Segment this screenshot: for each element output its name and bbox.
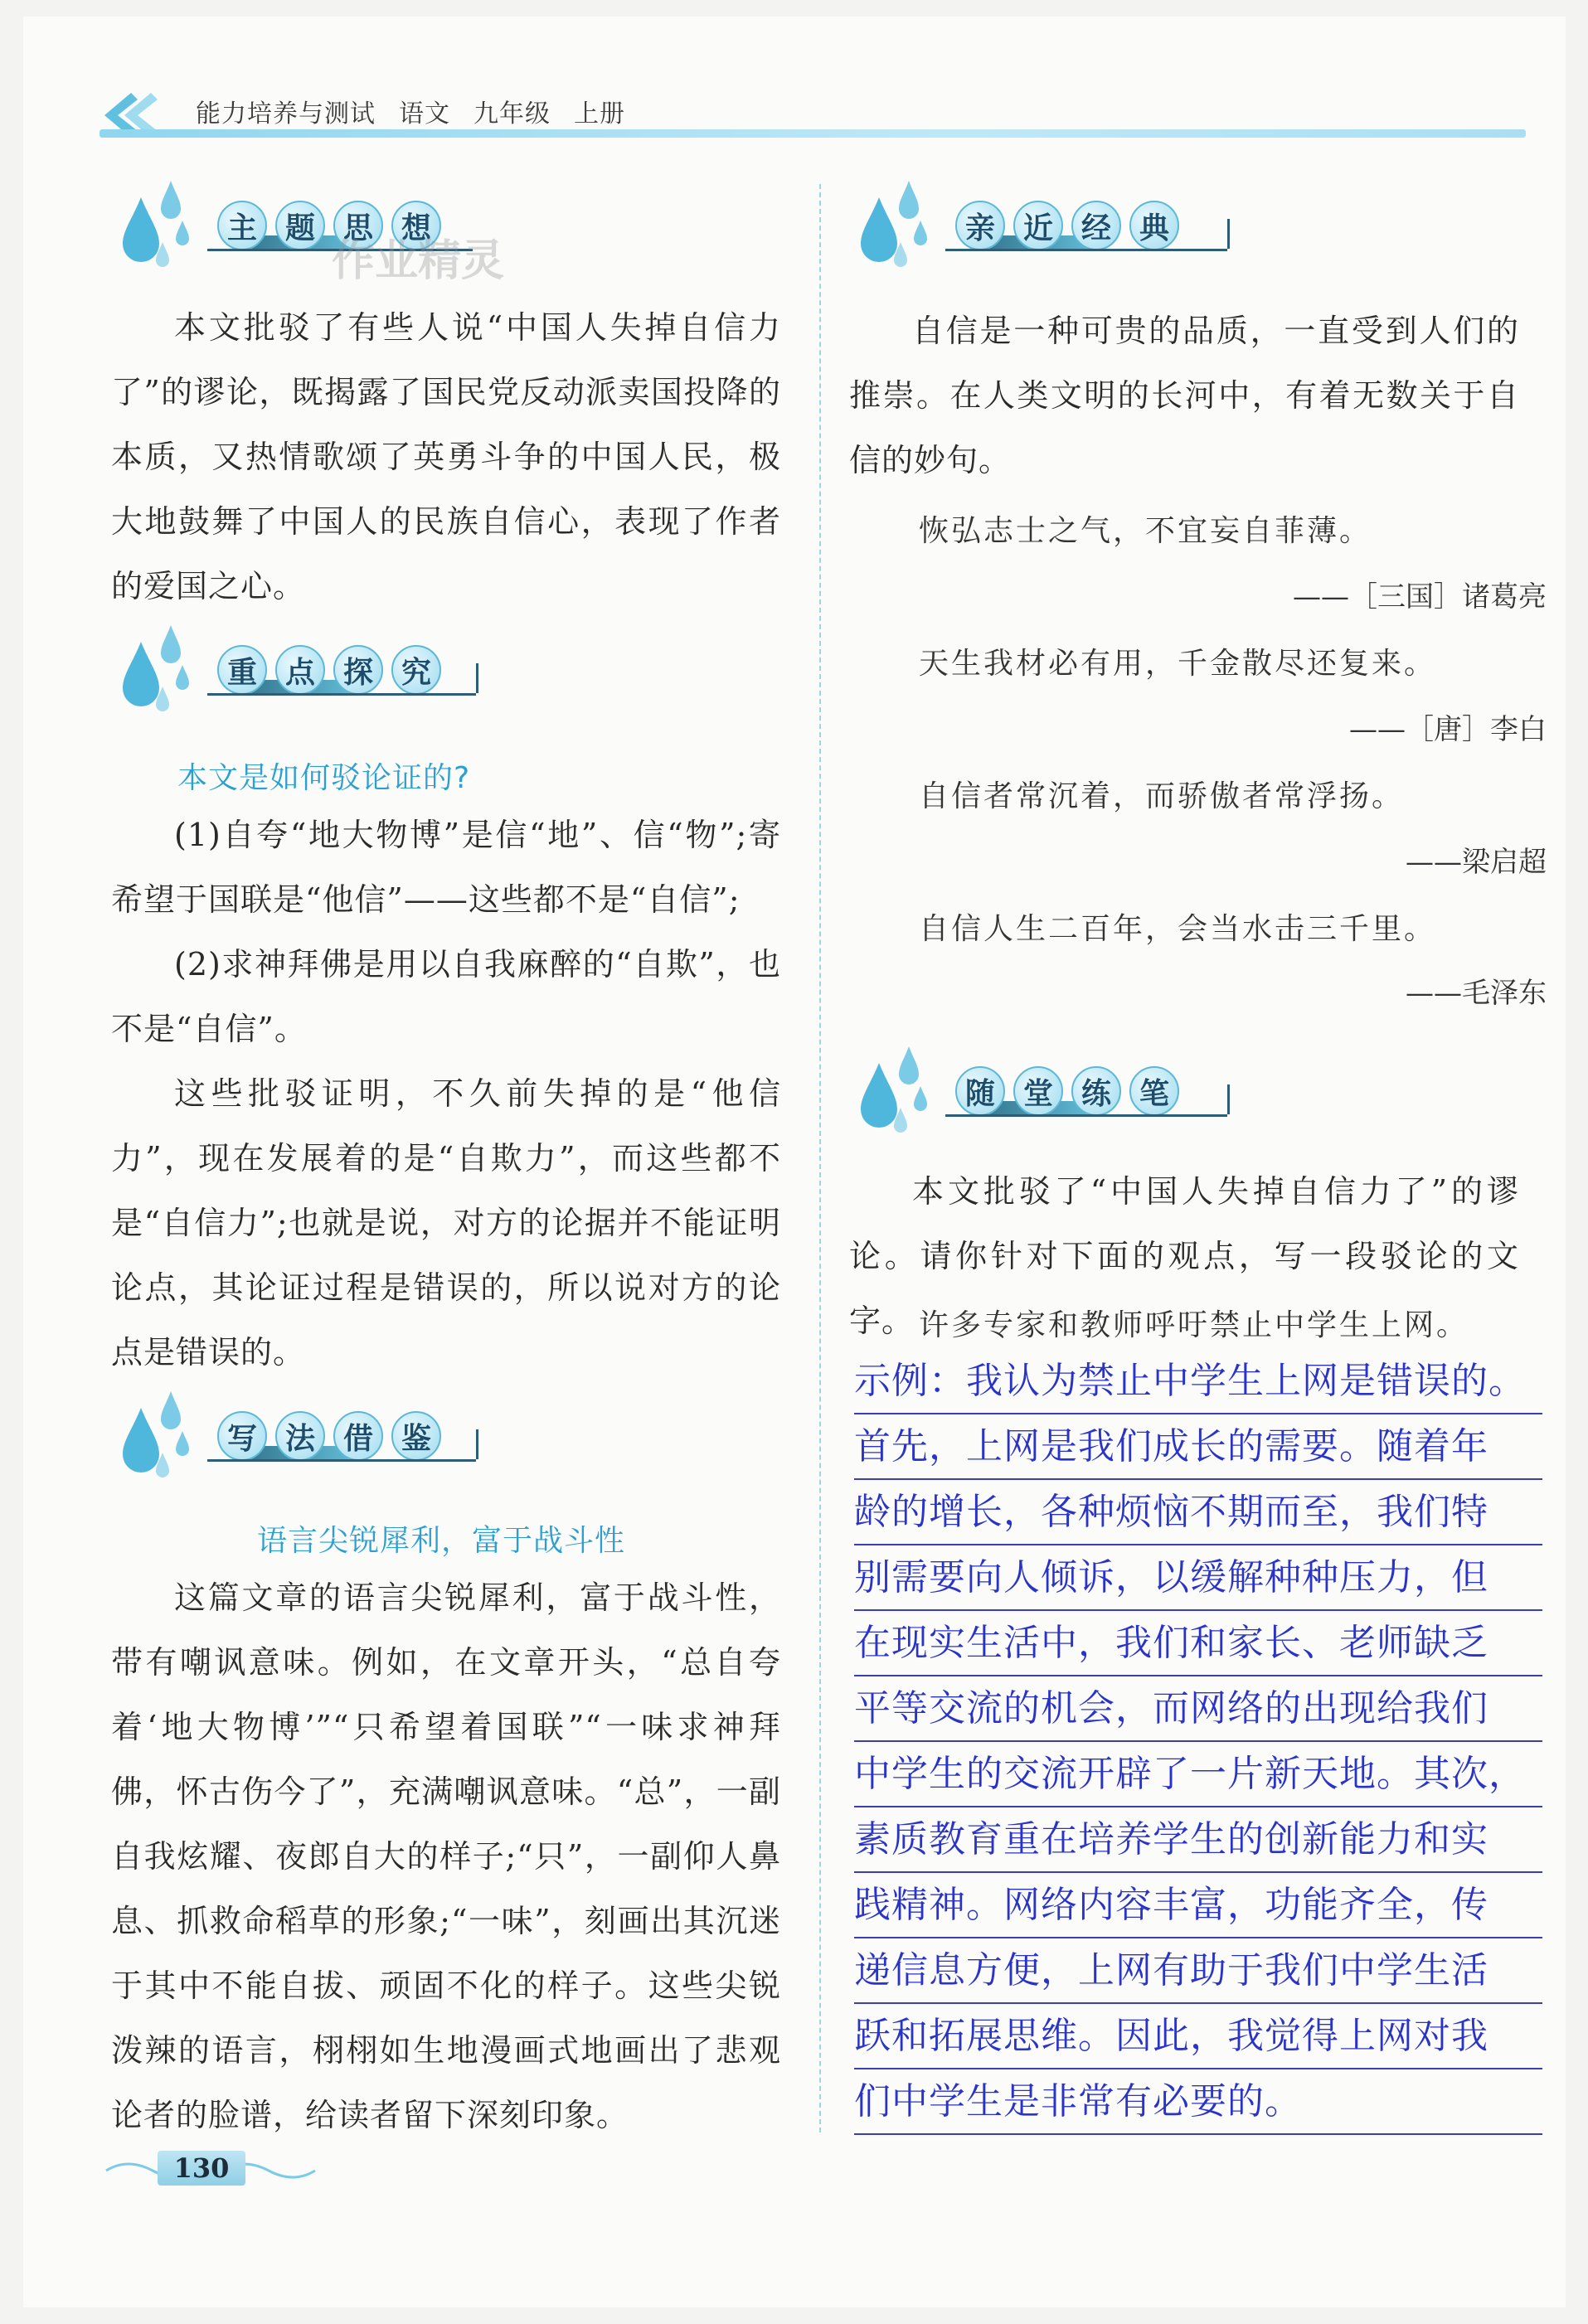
answer-line: 别需要向人倾诉，以缓解种种压力，但 bbox=[854, 1546, 1542, 1611]
badge-char: 堂 bbox=[1013, 1066, 1063, 1116]
badge-char: 究 bbox=[391, 645, 441, 695]
theme-paragraph: 本文批驳了有些人说“中国人失掉自信力了”的谬论，既揭露了国民党反动派卖国投降的本质，又热情歌颂了英勇斗争的中国人民，极大地鼓舞了中国人的民族自信心，表现了作者的爱国之心。 bbox=[111, 309, 781, 604]
badge-char: 法 bbox=[275, 1411, 325, 1461]
badge-char: 主 bbox=[217, 201, 267, 250]
focus-point-1: (1)自夸“地大物博”是信“地”、信“物”;寄希望于国联是“他信”——这些都不是“自信”; bbox=[111, 817, 781, 918]
badge-char: 点 bbox=[275, 645, 325, 695]
section-badge-classics bbox=[846, 172, 1244, 264]
header-grade: 九年级 bbox=[473, 99, 551, 129]
column-divider bbox=[819, 184, 821, 2132]
badge-char: 经 bbox=[1071, 201, 1121, 250]
quote-text: 天生我材必有用，千金散尽还复来。 bbox=[919, 647, 1437, 681]
answer-line: 跃和拓展思维。因此，我觉得上网对我 bbox=[854, 2005, 1542, 2069]
water-drops-icon bbox=[846, 1038, 945, 1138]
water-drops-icon bbox=[108, 617, 207, 716]
badge-char: 重 bbox=[217, 645, 267, 695]
badge-char: 借 bbox=[333, 1411, 383, 1461]
page-number: 130 bbox=[158, 2151, 245, 2186]
header-book: 能力培养与测试 bbox=[196, 99, 376, 129]
quote-author: ——毛泽东 bbox=[1406, 977, 1547, 1010]
answer-line: 素质教育重在培养学生的创新能力和实 bbox=[854, 1808, 1542, 1873]
watermark: 作业精灵 bbox=[332, 236, 505, 286]
header-volume: 上册 bbox=[574, 99, 625, 129]
badge-char: 思 bbox=[333, 201, 383, 250]
water-drops-icon bbox=[846, 172, 945, 272]
section-badge-writing bbox=[108, 1383, 506, 1474]
badge-char: 亲 bbox=[955, 201, 1005, 250]
badge-char: 鉴 bbox=[391, 1411, 441, 1461]
badge-char: 写 bbox=[217, 1411, 267, 1461]
classics-intro: 自信是一种可贵的品质，一直受到人们的推崇。在人类文明的长河中，有着无数关于自信的妙句。 bbox=[849, 313, 1519, 478]
quote-author: ——［唐］李白 bbox=[1349, 713, 1547, 746]
running-header bbox=[196, 93, 648, 129]
practice-prompt: 本文批驳了“中国人失掉自信力了”的谬论。请你针对下面的观点，写一段驳论的文字。 bbox=[849, 1173, 1519, 1339]
section-badge-focus bbox=[108, 617, 506, 708]
quote-text: 自信人生二百年，会当水击三千里。 bbox=[919, 912, 1437, 946]
badge-char: 探 bbox=[333, 645, 383, 695]
answer-line: 递信息方便，上网有助于我们中学生活 bbox=[854, 1939, 1542, 2004]
focus-point-2: (2)求神拜佛是用以自我麻醉的“自欺”，也不是“自信”。 bbox=[111, 946, 781, 1047]
writing-paragraph: 这篇文章的语言尖锐犀利，富于战斗性，带有嘲讽意味。例如，在文章开头，“总自夸着‘地大物博’”“只希望着国联”“一味求神拜佛，怀古伤今了”，充满嘲讽意味。“总”，一副自我炫耀、夜郎自大的样子;“只”，一副仰人鼻息、抓救命稻草的形象;“一味”，刻画出其沉迷于其中不能自拔、顽固不化的样子。这些尖锐泼辣的语言，栩栩如生地漫画式地画出了悲观论者的脸谱，给读者留下深刻印象。 bbox=[111, 1579, 781, 2133]
answer-line: 首先，上网是我们成长的需要。随着年 bbox=[854, 1415, 1542, 1480]
water-drops-icon bbox=[108, 172, 207, 272]
focus-conclusion: 这些批驳证明，不久前失掉的是“他信力”，现在发展着的是“自欺力”，而这些都不是“自信力”;也就是说，对方的论据并不能证明论点，其论证过程是错误的，所以说对方的论点是错误的。 bbox=[111, 1075, 781, 1371]
answer-line: 示例：我认为禁止中学生上网是错误的。 bbox=[854, 1350, 1542, 1414]
focus-question: 本文是如何驳论证的? bbox=[177, 761, 471, 795]
badge-char: 近 bbox=[1013, 201, 1063, 250]
badge-char: 随 bbox=[955, 1066, 1005, 1116]
quote-text: 自信者常沉着，而骄傲者常浮扬。 bbox=[919, 779, 1405, 813]
answer-line: 平等交流的机会，而网络的出现给我们 bbox=[854, 1677, 1542, 1742]
answer-line: 在现实生活中，我们和家长、老师缺乏 bbox=[854, 1612, 1542, 1676]
badge-char: 典 bbox=[1129, 201, 1179, 250]
quote-author: ——［三国］诸葛亮 bbox=[1293, 580, 1547, 614]
badge-char: 笔 bbox=[1129, 1066, 1179, 1116]
water-drops-icon bbox=[108, 1383, 207, 1482]
section-badge-practice bbox=[846, 1038, 1244, 1129]
quote-text: 恢弘志士之气，不宜妄自菲薄。 bbox=[919, 514, 1372, 548]
answer-line: 们中学生是非常有必要的。 bbox=[854, 2070, 1542, 2135]
practice-topic: 许多专家和教师呼吁禁止中学生上网。 bbox=[919, 1308, 1469, 1342]
badge-char: 练 bbox=[1071, 1066, 1121, 1116]
answer-line: 践精神。网络内容丰富，功能齐全，传 bbox=[854, 1874, 1542, 1938]
quote-author: ——梁启超 bbox=[1406, 846, 1547, 879]
header-bar bbox=[100, 129, 1526, 138]
badge-char: 想 bbox=[391, 201, 441, 250]
header-subject: 语文 bbox=[399, 99, 450, 129]
writing-subtitle: 语言尖锐犀利，富于战斗性 bbox=[257, 1524, 626, 1558]
badge-char: 题 bbox=[275, 201, 325, 250]
answer-line: 龄的增长，各种烦恼不期而至，我们特 bbox=[854, 1481, 1542, 1545]
answer-line: 中学生的交流开辟了一片新天地。其次， bbox=[854, 1743, 1542, 1807]
